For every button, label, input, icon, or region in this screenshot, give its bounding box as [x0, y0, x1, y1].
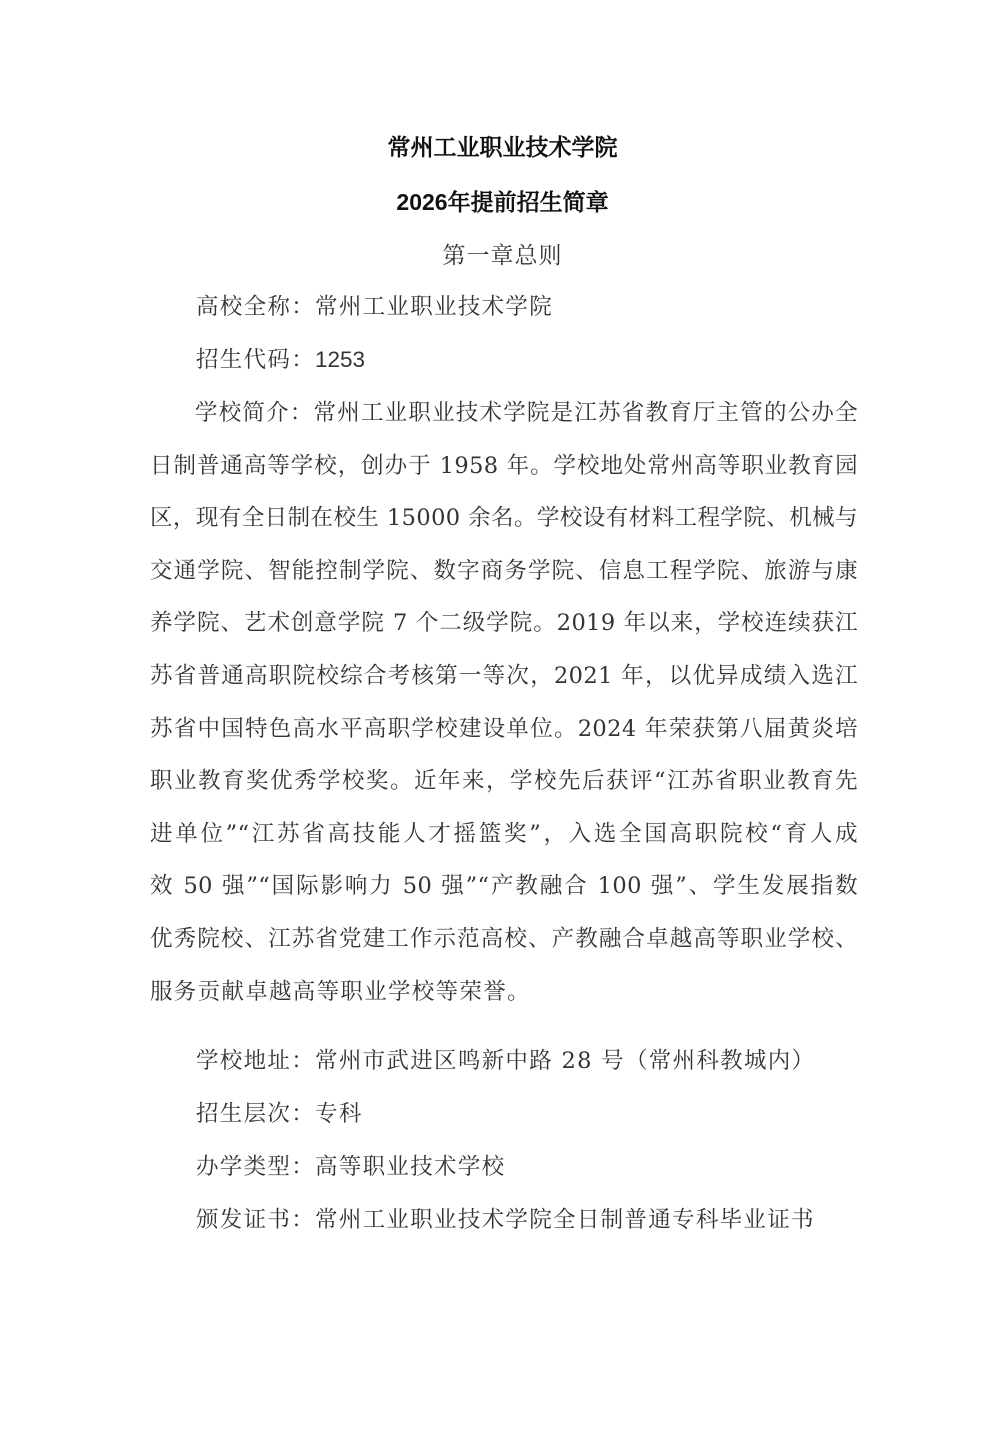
field-value: 高等职业技术学校	[315, 1154, 506, 1180]
field-admission-level	[196, 1099, 363, 1129]
field-label: 颁发证书：	[196, 1207, 316, 1233]
field-value: 专科	[315, 1101, 363, 1127]
field-label: 学校地址：	[196, 1048, 316, 1074]
field-label: 高校全称：	[196, 294, 316, 320]
field-school-address	[196, 1046, 815, 1076]
intro-line: 职业教育奖优秀学校奖。近年来，学校先后获评“江苏省职业教育先	[150, 768, 858, 795]
field-label: 招生代码：	[196, 347, 316, 373]
field-value: 常州工业职业技术学院全日制普通专科毕业证书	[315, 1207, 815, 1233]
intro-line: 苏省中国特色高水平高职学校建设单位。2024 年荣获第八届黄炎培	[150, 715, 858, 742]
intro-line: 学校简介：常州工业职业技术学院是江苏省教育厅主管的公办全	[195, 400, 858, 426]
intro-line: 日制普通高等学校，创办于 1958 年。学校地处常州高等职业教育园	[150, 452, 858, 479]
document-title: 常州工业职业技术学院	[387, 134, 618, 161]
intro-line: 苏省普通高职院校综合考核第一等次，2021 年，以优异成绩入选江	[150, 662, 858, 689]
intro-line: 养学院、艺术创意学院 7 个二级学院。2019 年以来，学校连续获江	[150, 610, 858, 637]
field-admission-code	[196, 345, 365, 375]
field-label: 办学类型：	[196, 1154, 316, 1180]
field-certificate	[196, 1205, 815, 1235]
school-introduction	[150, 398, 858, 1029]
field-full-name	[196, 292, 553, 322]
field-value: 1253	[315, 347, 366, 372]
field-school-type	[196, 1152, 505, 1182]
intro-line: 效 50 强”“国际影响力 50 强”“产教融合 100 强”、学生发展指数	[150, 873, 858, 900]
document-subtitle: 2026年提前招生简章	[396, 189, 609, 215]
field-value: 常州工业职业技术学院	[315, 294, 554, 320]
chapter-heading: 第一章总则	[442, 243, 563, 269]
intro-line: 区，现有全日制在校生 15000 余名。学校设有材料工程学院、机械与	[150, 505, 858, 532]
intro-line: 服务贡献卓越高等职业学校等荣誉。	[150, 978, 531, 1005]
intro-line: 优秀院校、江苏省党建工作示范高校、产教融合卓越高等职业学校、	[150, 925, 858, 952]
field-label: 招生层次：	[196, 1101, 316, 1127]
field-value: 常州市武进区鸣新中路 28 号（常州科教城内）	[315, 1048, 816, 1074]
intro-line: 进单位”“江苏省高技能人才摇篮奖”，入选全国高职院校“育人成	[150, 820, 858, 847]
intro-line: 交通学院、智能控制学院、数字商务学院、信息工程学院、旅游与康	[150, 557, 858, 584]
